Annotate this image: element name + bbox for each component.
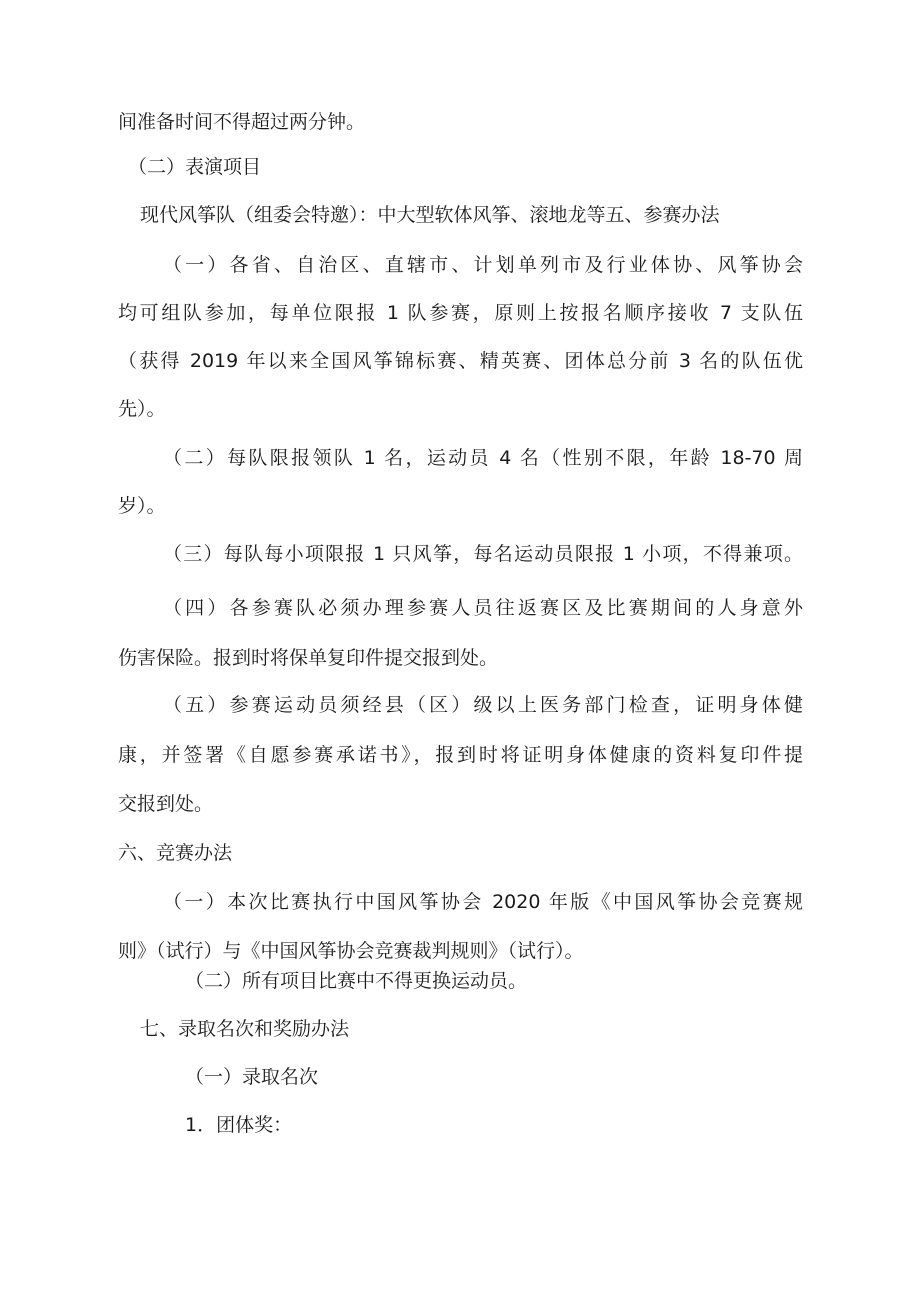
text-line: 交报到处。: [118, 793, 214, 815]
text-line: （一）各省、自治区、直辖市、计划单列市及行业体协、风筝协会: [163, 254, 803, 276]
text-line: 康，并签署《自愿参赛承诺书》，报到时将证明身体健康的资料复印件提: [118, 744, 803, 766]
section-heading: 六、竞赛办法: [118, 842, 233, 864]
text-line: （一）本次比赛执行中国风筝协会 2020 年版《中国风筝协会竞赛规: [163, 891, 803, 913]
text-line: 间准备时间不得超过两分钟。: [118, 111, 366, 133]
text-line: （四）各参赛队必须办理参赛人员往返赛区及比赛期间的人身意外: [163, 597, 803, 619]
section-heading: （二）表演项目: [128, 156, 262, 178]
section-heading: （一）录取名次: [185, 1066, 319, 1088]
text-line: 则》（试行）与《中国风筝协会竞赛裁判规则》（试行）。: [118, 940, 584, 962]
text-line: 现代风筝队（组委会特邀）：中大型软体风筝、滚地龙等五、参赛办法: [140, 204, 720, 226]
text-line: 1．团体奖：: [185, 1114, 293, 1136]
text-line: 伤害保险。报到时将保单复印件提交报到处。: [118, 647, 499, 669]
section-heading: 七、录取名次和奖励办法: [140, 1018, 350, 1040]
text-line: （三）每队每小项限报 1 只风筝，每名运动员限报 1 小项，不得兼项。: [163, 543, 803, 565]
text-line: （五）参赛运动员须经县（区）级以上医务部门检查，证明身体健: [163, 694, 803, 716]
text-line: （二）所有项目比赛中不得更换运动员。: [185, 970, 528, 992]
text-line: 先）。: [118, 398, 166, 420]
text-line: 岁）。: [118, 495, 166, 517]
text-line: （获得 2019 年以来全国风筝锦标赛、精英赛、团体总分前 3 名的队伍优: [118, 350, 803, 372]
text-line: （二）每队限报领队 1 名，运动员 4 名（性别不限，年龄 18-70 周: [163, 447, 803, 469]
text-line: 均可组队参加，每单位限报 1 队参赛，原则上按报名顺序接收 7 支队伍: [118, 302, 803, 324]
